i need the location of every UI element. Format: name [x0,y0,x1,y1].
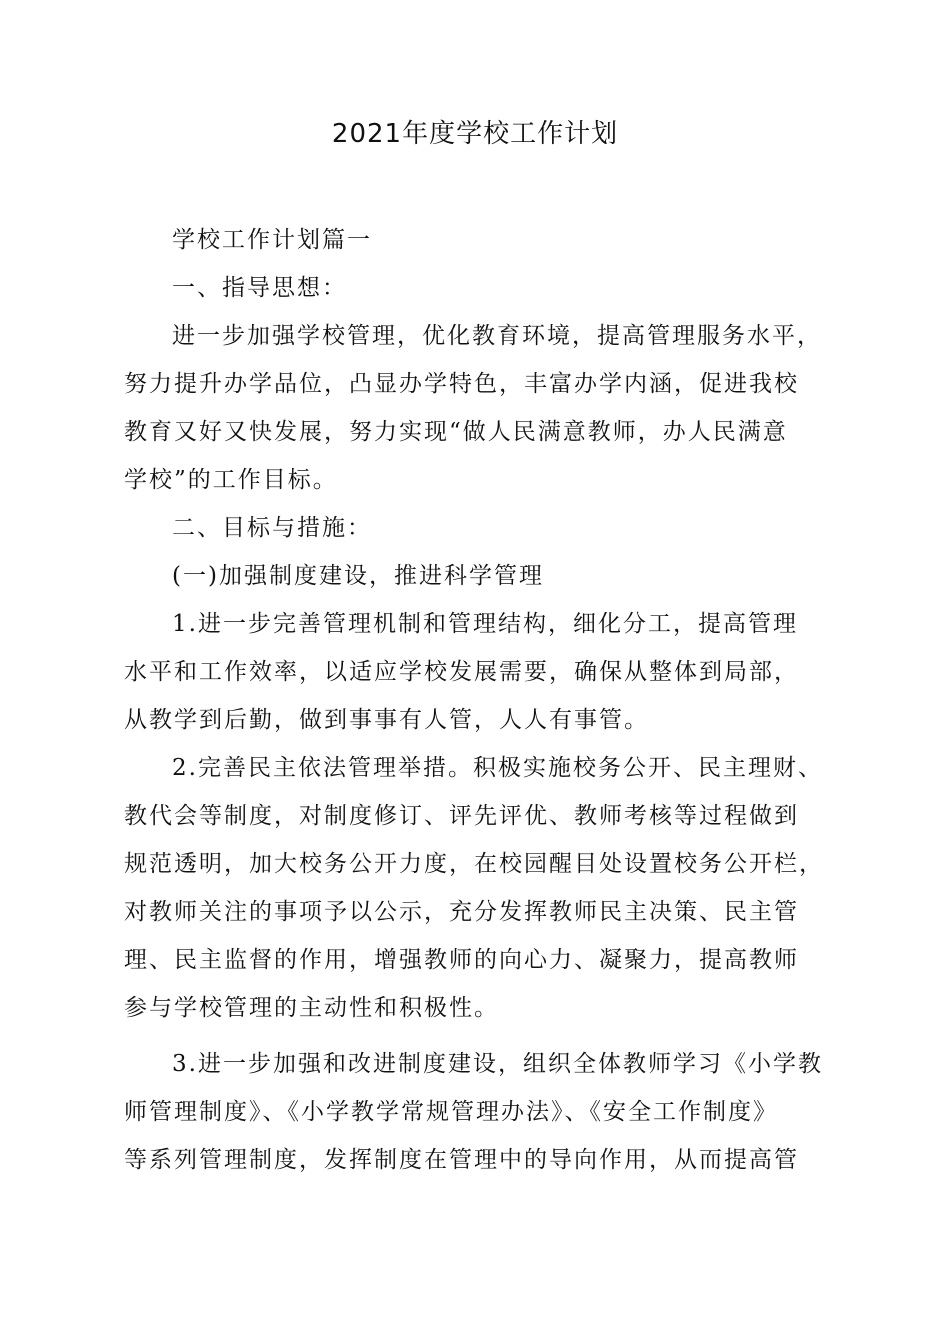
section-heading: 学校工作计划篇一 [172,227,372,253]
paragraph-line: 等系列管理制度，发挥制度在管理中的导向作用，从而提高管 [124,1147,799,1173]
paragraph-line: 教代会等制度，对制度修订、评先评优、教师考核等过程做到 [124,803,799,829]
document-title: 2021年度学校工作计划 [331,119,619,149]
paragraph-line: 师管理制度》、《小学教学常规管理办法》、《安全工作制度》 [124,1099,778,1125]
paragraph-line: 3.进一步加强和改进制度建设，组织全体教师学习《小学教 [172,1051,823,1077]
paragraph-line: 水平和工作效率，以适应学校发展需要，确保从整体到局部， [124,659,799,685]
paragraph-line: 进一步加强学校管理，优化教育环境，提高管理服务水平， [172,323,822,349]
section-heading: 二、目标与措施： [172,515,372,541]
paragraph-line: 努力提升办学品位，凸显办学特色，丰富办学内涵，促进我校 [124,371,799,397]
paragraph-line: 理、民主监督的作用，增强教师的向心力、凝聚力，提高教师 [124,947,799,973]
paragraph-line: 学校”的工作目标。 [124,467,338,493]
paragraph-line: 从教学到后勤，做到事事有人管，人人有事管。 [124,707,649,733]
section-heading: 一、指导思想： [172,275,347,301]
paragraph-line: 教育又好又快发展，努力实现“做人民满意教师，办人民满意 [124,419,788,445]
paragraph-line: 参与学校管理的主动性和积极性。 [124,995,499,1021]
paragraph-line: 1.进一步完善管理机制和管理结构，细化分工，提高管理 [172,611,798,637]
paragraph-line: 2.完善民主依法管理举措。积极实施校务公开、民主理财、 [172,755,823,781]
subsection-heading: (一)加强制度建设，推进科学管理 [172,563,544,589]
paragraph-line: 对教师关注的事项予以公示，充分发挥教师民主决策、民主管 [124,899,799,925]
document-body [124,216,844,1184]
paragraph-line: 规范透明，加大校务公开力度，在校园醒目处设置校务公开栏， [124,851,824,877]
